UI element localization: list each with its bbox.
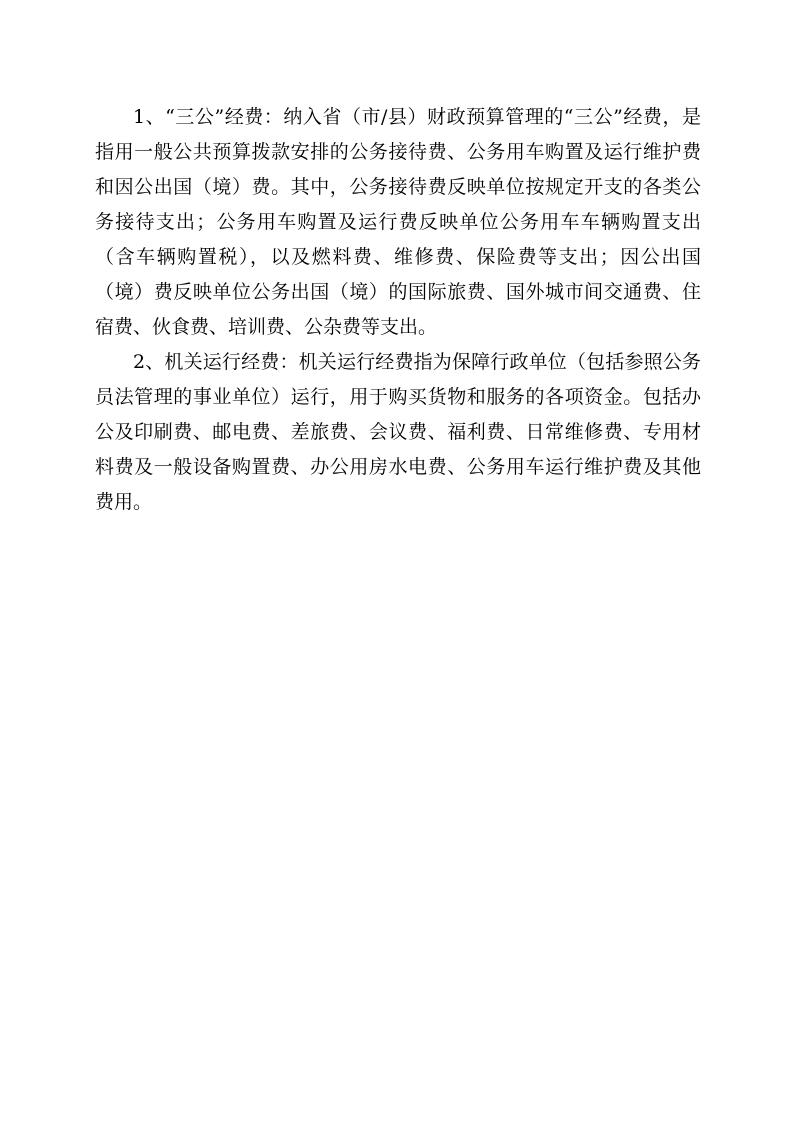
document-content (95, 100, 701, 520)
paragraph-sangong-expenses: 1、“三公”经费：纳入省（市/县）财政预算管理的“三公”经费，是指用一般公共预算拨款安排的公务接待费、公务用车购置及运行维护费和因公出国（境）费。其中，公务接待费反映单位按规定开支的各类公务接待支出；公务用车购置及运行费反映单位公务用车车辆购置支出（含车辆购置税），以及燃料费、维修费、保险费等支出；因公出国（境）费反映单位公务出国（境）的国际旅费、国外城市间交通费、住宿费、伙食费、培训费、公杂费等支出。 (95, 106, 701, 338)
paragraph-agency-operating-expenses: 2、机关运行经费：机关运行经费指为保障行政单位（包括参照公务员法管理的事业单位）运行，用于购买货物和服务的各项资金。包括办公及印刷费、邮电费、差旅费、会议费、福利费、日常维修费、专用材料费及一般设备购置费、办公用房水电费、公务用车运行维护费及其他费用。 (95, 351, 701, 513)
